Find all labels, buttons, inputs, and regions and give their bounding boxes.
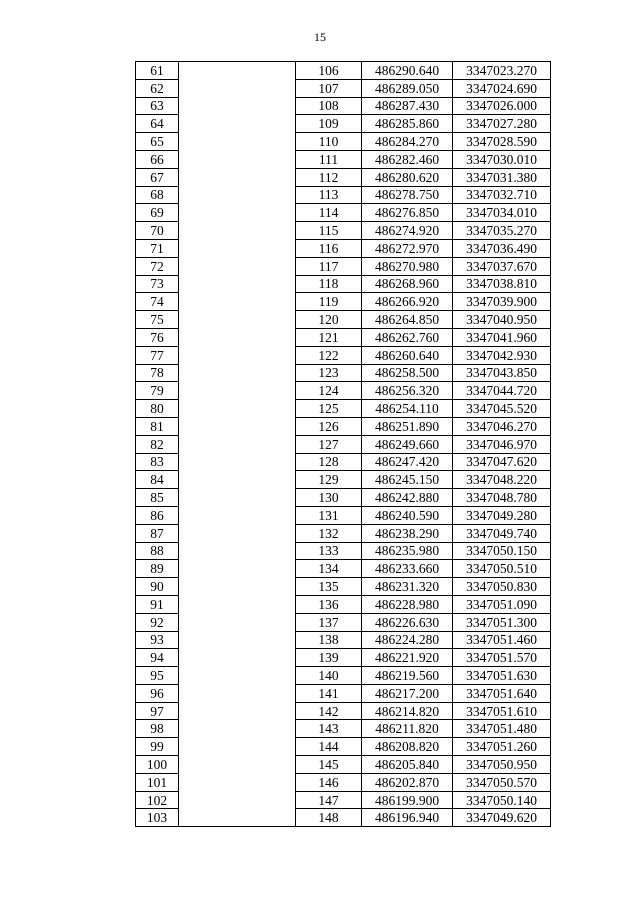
y-coordinate-cell: 3347045.520	[453, 400, 551, 418]
row-number-cell: 64	[136, 115, 179, 133]
x-coordinate-cell: 486242.880	[362, 489, 453, 507]
point-number-cell: 116	[296, 239, 362, 257]
row-number-cell: 102	[136, 791, 179, 809]
x-coordinate-cell: 486202.870	[362, 773, 453, 791]
x-coordinate-cell: 486226.630	[362, 613, 453, 631]
group-cell	[179, 773, 296, 791]
table-row	[136, 667, 551, 685]
point-number-cell: 132	[296, 524, 362, 542]
y-coordinate-cell: 3347024.690	[453, 79, 551, 97]
table-row	[136, 738, 551, 756]
table-row	[136, 222, 551, 240]
group-cell	[179, 115, 296, 133]
table-row	[136, 560, 551, 578]
group-cell	[179, 542, 296, 560]
y-coordinate-cell: 3347049.280	[453, 506, 551, 524]
group-cell	[179, 649, 296, 667]
x-coordinate-cell: 486289.050	[362, 79, 453, 97]
y-coordinate-cell: 3347051.300	[453, 613, 551, 631]
x-coordinate-cell: 486233.660	[362, 560, 453, 578]
table-row	[136, 400, 551, 418]
table-row	[136, 756, 551, 774]
x-coordinate-cell: 486211.820	[362, 720, 453, 738]
y-coordinate-cell: 3347037.670	[453, 257, 551, 275]
row-number-cell: 77	[136, 346, 179, 364]
y-coordinate-cell: 3347046.970	[453, 435, 551, 453]
group-cell	[179, 720, 296, 738]
table-row	[136, 435, 551, 453]
group-cell	[179, 702, 296, 720]
point-number-cell: 135	[296, 578, 362, 596]
point-number-cell: 147	[296, 791, 362, 809]
group-cell	[179, 809, 296, 827]
table-row	[136, 649, 551, 667]
row-number-cell: 70	[136, 222, 179, 240]
row-number-cell: 103	[136, 809, 179, 827]
point-number-cell: 118	[296, 275, 362, 293]
y-coordinate-cell: 3347050.150	[453, 542, 551, 560]
point-number-cell: 148	[296, 809, 362, 827]
group-cell	[179, 239, 296, 257]
point-number-cell: 138	[296, 631, 362, 649]
row-number-cell: 73	[136, 275, 179, 293]
y-coordinate-cell: 3347050.950	[453, 756, 551, 774]
y-coordinate-cell: 3347035.270	[453, 222, 551, 240]
y-coordinate-cell: 3347041.960	[453, 328, 551, 346]
row-number-cell: 76	[136, 328, 179, 346]
point-number-cell: 144	[296, 738, 362, 756]
table-row	[136, 293, 551, 311]
y-coordinate-cell: 3347051.610	[453, 702, 551, 720]
x-coordinate-cell: 486264.850	[362, 311, 453, 329]
x-coordinate-cell: 486231.320	[362, 578, 453, 596]
table-row	[136, 186, 551, 204]
table-row	[136, 578, 551, 596]
point-number-cell: 113	[296, 186, 362, 204]
y-coordinate-cell: 3347039.900	[453, 293, 551, 311]
row-number-cell: 99	[136, 738, 179, 756]
y-coordinate-cell: 3347051.460	[453, 631, 551, 649]
point-number-cell: 145	[296, 756, 362, 774]
y-coordinate-cell: 3347048.780	[453, 489, 551, 507]
y-coordinate-cell: 3347030.010	[453, 150, 551, 168]
point-number-cell: 117	[296, 257, 362, 275]
x-coordinate-cell: 486249.660	[362, 435, 453, 453]
y-coordinate-cell: 3347050.830	[453, 578, 551, 596]
x-coordinate-cell: 486278.750	[362, 186, 453, 204]
group-cell	[179, 186, 296, 204]
group-cell	[179, 453, 296, 471]
row-number-cell: 84	[136, 471, 179, 489]
group-cell	[179, 595, 296, 613]
y-coordinate-cell: 3347049.620	[453, 809, 551, 827]
x-coordinate-cell: 486285.860	[362, 115, 453, 133]
x-coordinate-cell: 486276.850	[362, 204, 453, 222]
row-number-cell: 79	[136, 382, 179, 400]
table-row	[136, 97, 551, 115]
y-coordinate-cell: 3347049.740	[453, 524, 551, 542]
point-number-cell: 110	[296, 133, 362, 151]
x-coordinate-cell: 486247.420	[362, 453, 453, 471]
group-cell	[179, 97, 296, 115]
x-coordinate-cell: 486196.940	[362, 809, 453, 827]
x-coordinate-cell: 486254.110	[362, 400, 453, 418]
x-coordinate-cell: 486270.980	[362, 257, 453, 275]
y-coordinate-cell: 3347043.850	[453, 364, 551, 382]
point-number-cell: 109	[296, 115, 362, 133]
point-number-cell: 120	[296, 311, 362, 329]
point-number-cell: 140	[296, 667, 362, 685]
group-cell	[179, 150, 296, 168]
point-number-cell: 112	[296, 168, 362, 186]
point-number-cell: 127	[296, 435, 362, 453]
row-number-cell: 97	[136, 702, 179, 720]
group-cell	[179, 168, 296, 186]
group-cell	[179, 524, 296, 542]
coordinates-table	[135, 61, 551, 827]
point-number-cell: 107	[296, 79, 362, 97]
point-number-cell: 126	[296, 417, 362, 435]
row-number-cell: 88	[136, 542, 179, 560]
row-number-cell: 67	[136, 168, 179, 186]
y-coordinate-cell: 3347050.140	[453, 791, 551, 809]
row-number-cell: 94	[136, 649, 179, 667]
point-number-cell: 123	[296, 364, 362, 382]
row-number-cell: 98	[136, 720, 179, 738]
row-number-cell: 75	[136, 311, 179, 329]
point-number-cell: 141	[296, 684, 362, 702]
row-number-cell: 81	[136, 417, 179, 435]
row-number-cell: 66	[136, 150, 179, 168]
row-number-cell: 92	[136, 613, 179, 631]
table-row	[136, 115, 551, 133]
row-number-cell: 101	[136, 773, 179, 791]
group-cell	[179, 382, 296, 400]
row-number-cell: 85	[136, 489, 179, 507]
y-coordinate-cell: 3347031.380	[453, 168, 551, 186]
table-row	[136, 489, 551, 507]
x-coordinate-cell: 486221.920	[362, 649, 453, 667]
row-number-cell: 100	[136, 756, 179, 774]
y-coordinate-cell: 3347051.260	[453, 738, 551, 756]
group-cell	[179, 400, 296, 418]
table-row	[136, 364, 551, 382]
group-cell	[179, 631, 296, 649]
point-number-cell: 111	[296, 150, 362, 168]
table-row	[136, 471, 551, 489]
row-number-cell: 68	[136, 186, 179, 204]
point-number-cell: 131	[296, 506, 362, 524]
point-number-cell: 128	[296, 453, 362, 471]
coordinates-table-body	[136, 62, 551, 827]
x-coordinate-cell: 486228.980	[362, 595, 453, 613]
x-coordinate-cell: 486260.640	[362, 346, 453, 364]
row-number-cell: 86	[136, 506, 179, 524]
group-cell	[179, 311, 296, 329]
row-number-cell: 80	[136, 400, 179, 418]
point-number-cell: 133	[296, 542, 362, 560]
x-coordinate-cell: 486262.760	[362, 328, 453, 346]
group-cell	[179, 738, 296, 756]
group-cell	[179, 578, 296, 596]
group-cell	[179, 293, 296, 311]
x-coordinate-cell: 486235.980	[362, 542, 453, 560]
y-coordinate-cell: 3347047.620	[453, 453, 551, 471]
table-row	[136, 506, 551, 524]
y-coordinate-cell: 3347040.950	[453, 311, 551, 329]
table-row	[136, 239, 551, 257]
group-cell	[179, 435, 296, 453]
point-number-cell: 114	[296, 204, 362, 222]
table-row	[136, 257, 551, 275]
row-number-cell: 96	[136, 684, 179, 702]
y-coordinate-cell: 3347044.720	[453, 382, 551, 400]
table-row	[136, 684, 551, 702]
row-number-cell: 78	[136, 364, 179, 382]
table-row	[136, 702, 551, 720]
group-cell	[179, 275, 296, 293]
table-row	[136, 791, 551, 809]
row-number-cell: 93	[136, 631, 179, 649]
point-number-cell: 137	[296, 613, 362, 631]
y-coordinate-cell: 3347036.490	[453, 239, 551, 257]
point-number-cell: 129	[296, 471, 362, 489]
group-cell	[179, 79, 296, 97]
group-cell	[179, 684, 296, 702]
x-coordinate-cell: 486208.820	[362, 738, 453, 756]
point-number-cell: 134	[296, 560, 362, 578]
group-cell	[179, 560, 296, 578]
y-coordinate-cell: 3347034.010	[453, 204, 551, 222]
table-row	[136, 328, 551, 346]
x-coordinate-cell: 486266.920	[362, 293, 453, 311]
y-coordinate-cell: 3347050.510	[453, 560, 551, 578]
group-cell	[179, 417, 296, 435]
group-cell	[179, 204, 296, 222]
table-row	[136, 631, 551, 649]
x-coordinate-cell: 486274.920	[362, 222, 453, 240]
y-coordinate-cell: 3347028.590	[453, 133, 551, 151]
y-coordinate-cell: 3347032.710	[453, 186, 551, 204]
x-coordinate-cell: 486282.460	[362, 150, 453, 168]
point-number-cell: 124	[296, 382, 362, 400]
x-coordinate-cell: 486217.200	[362, 684, 453, 702]
point-number-cell: 125	[296, 400, 362, 418]
table-row	[136, 346, 551, 364]
page-number: 15	[314, 30, 326, 44]
group-cell	[179, 791, 296, 809]
point-number-cell: 142	[296, 702, 362, 720]
x-coordinate-cell: 486245.150	[362, 471, 453, 489]
x-coordinate-cell: 486205.840	[362, 756, 453, 774]
point-number-cell: 106	[296, 62, 362, 80]
table-row	[136, 417, 551, 435]
group-cell	[179, 133, 296, 151]
y-coordinate-cell: 3347051.630	[453, 667, 551, 685]
y-coordinate-cell: 3347042.930	[453, 346, 551, 364]
row-number-cell: 83	[136, 453, 179, 471]
x-coordinate-cell: 486199.900	[362, 791, 453, 809]
y-coordinate-cell: 3347051.640	[453, 684, 551, 702]
x-coordinate-cell: 486240.590	[362, 506, 453, 524]
table-row	[136, 542, 551, 560]
group-cell	[179, 506, 296, 524]
row-number-cell: 72	[136, 257, 179, 275]
group-cell	[179, 346, 296, 364]
group-cell	[179, 328, 296, 346]
x-coordinate-cell: 486268.960	[362, 275, 453, 293]
point-number-cell: 130	[296, 489, 362, 507]
group-cell	[179, 756, 296, 774]
row-number-cell: 65	[136, 133, 179, 151]
x-coordinate-cell: 486214.820	[362, 702, 453, 720]
row-number-cell: 62	[136, 79, 179, 97]
row-number-cell: 61	[136, 62, 179, 80]
x-coordinate-cell: 486256.320	[362, 382, 453, 400]
group-cell	[179, 489, 296, 507]
y-coordinate-cell: 3347023.270	[453, 62, 551, 80]
y-coordinate-cell: 3347046.270	[453, 417, 551, 435]
point-number-cell: 136	[296, 595, 362, 613]
table-row	[136, 809, 551, 827]
row-number-cell: 87	[136, 524, 179, 542]
group-cell	[179, 222, 296, 240]
x-coordinate-cell: 486272.970	[362, 239, 453, 257]
y-coordinate-cell: 3347048.220	[453, 471, 551, 489]
group-cell	[179, 613, 296, 631]
y-coordinate-cell: 3347027.280	[453, 115, 551, 133]
point-number-cell: 115	[296, 222, 362, 240]
row-number-cell: 89	[136, 560, 179, 578]
y-coordinate-cell: 3347050.570	[453, 773, 551, 791]
x-coordinate-cell: 486284.270	[362, 133, 453, 151]
table-row	[136, 62, 551, 80]
group-cell	[179, 62, 296, 80]
table-row	[136, 150, 551, 168]
x-coordinate-cell: 486238.290	[362, 524, 453, 542]
table-row	[136, 524, 551, 542]
point-number-cell: 108	[296, 97, 362, 115]
y-coordinate-cell: 3347051.480	[453, 720, 551, 738]
point-number-cell: 122	[296, 346, 362, 364]
y-coordinate-cell: 3347051.090	[453, 595, 551, 613]
table-row	[136, 311, 551, 329]
point-number-cell: 143	[296, 720, 362, 738]
group-cell	[179, 257, 296, 275]
table-row	[136, 382, 551, 400]
point-number-cell: 119	[296, 293, 362, 311]
point-number-cell: 121	[296, 328, 362, 346]
y-coordinate-cell: 3347038.810	[453, 275, 551, 293]
group-cell	[179, 667, 296, 685]
table-row	[136, 613, 551, 631]
x-coordinate-cell: 486258.500	[362, 364, 453, 382]
table-row	[136, 773, 551, 791]
y-coordinate-cell: 3347026.000	[453, 97, 551, 115]
x-coordinate-cell: 486219.560	[362, 667, 453, 685]
row-number-cell: 63	[136, 97, 179, 115]
table-row	[136, 133, 551, 151]
table-row	[136, 168, 551, 186]
x-coordinate-cell: 486287.430	[362, 97, 453, 115]
table-row	[136, 720, 551, 738]
point-number-cell: 146	[296, 773, 362, 791]
y-coordinate-cell: 3347051.570	[453, 649, 551, 667]
table-row	[136, 79, 551, 97]
row-number-cell: 69	[136, 204, 179, 222]
row-number-cell: 91	[136, 595, 179, 613]
table-row	[136, 275, 551, 293]
point-number-cell: 139	[296, 649, 362, 667]
row-number-cell: 82	[136, 435, 179, 453]
x-coordinate-cell: 486251.890	[362, 417, 453, 435]
row-number-cell: 74	[136, 293, 179, 311]
row-number-cell: 95	[136, 667, 179, 685]
group-cell	[179, 364, 296, 382]
table-row	[136, 204, 551, 222]
x-coordinate-cell: 486280.620	[362, 168, 453, 186]
group-cell	[179, 471, 296, 489]
x-coordinate-cell: 486224.280	[362, 631, 453, 649]
table-row	[136, 595, 551, 613]
row-number-cell: 71	[136, 239, 179, 257]
x-coordinate-cell: 486290.640	[362, 62, 453, 80]
row-number-cell: 90	[136, 578, 179, 596]
table-row	[136, 453, 551, 471]
